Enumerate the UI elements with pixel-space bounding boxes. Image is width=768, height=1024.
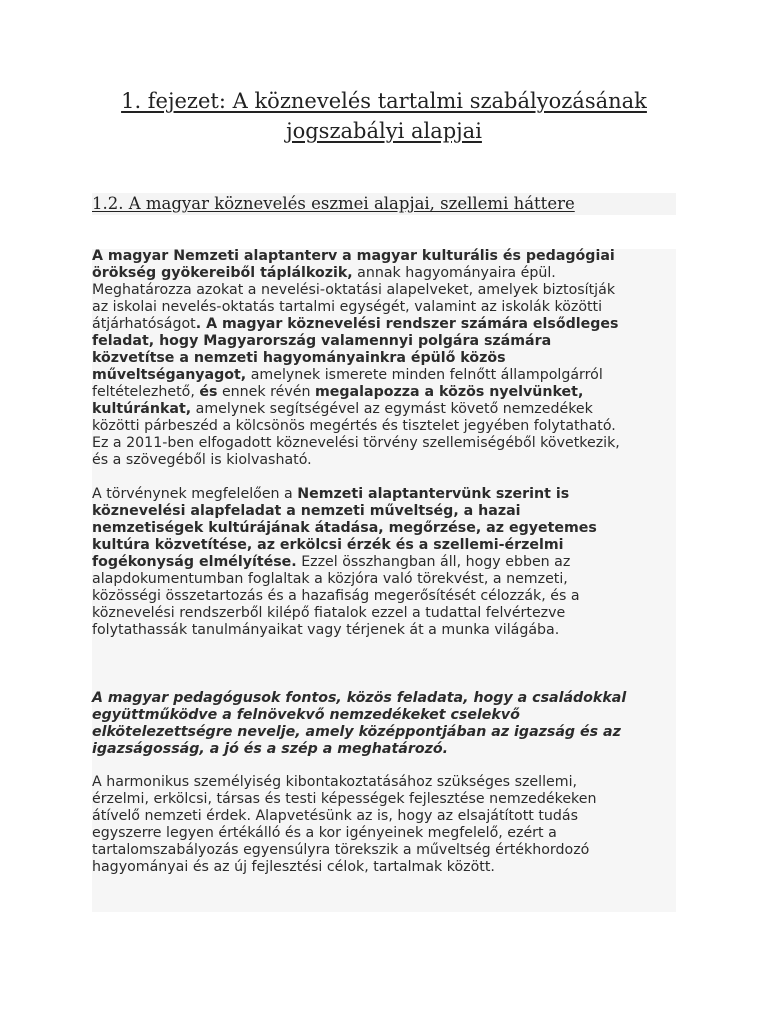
text-line: egyszerre legyen értékálló és a kor igényeinek megfelelő, ezért a xyxy=(92,825,557,841)
plain-text: amelynek ismerete minden felnőtt állampolgárról xyxy=(246,367,603,383)
text-line: folytathassák tanulmányaikat vagy térjenek át a munka világába. xyxy=(92,622,560,638)
text-line: A magyar Nemzeti alaptanterv a magyar kulturális és pedagógiai xyxy=(92,248,615,264)
text-line xyxy=(92,401,676,418)
text-line: köznevelési alapfeladat a nemzeti műveltség, a hazai xyxy=(92,503,521,519)
text-line xyxy=(92,265,676,282)
text-line: igazságosság, a jó és a szép a meghatározó. xyxy=(92,741,448,757)
bold-text: fogékonyság elmélyítése. xyxy=(92,554,297,570)
plain-text: annak hagyományaira épül. xyxy=(352,265,556,281)
text-line xyxy=(92,384,676,401)
plain-text: ennek révén xyxy=(217,384,315,400)
bold-text: kultúránkat, xyxy=(92,401,192,417)
bold-text: örökség gyökereiből táplálkozik, xyxy=(92,265,353,281)
text-line: hagyományai és az új fejlesztési célok, tartalmak között. xyxy=(92,859,495,875)
text-line: A magyar pedagógusok fontos, közös feladata, hogy a családokkal xyxy=(92,690,627,706)
text-line: együttműködve a felnövekvő nemzedékeket cselekvő xyxy=(92,707,520,723)
plain-text: amelynek segítségével az egymást követő nemzedékek xyxy=(191,401,593,417)
chapter-title-line: jogszabályi alapjai xyxy=(286,119,482,143)
text-line: közvetítse a nemzeti hagyományainkra épülő közös xyxy=(92,350,506,366)
text-line xyxy=(92,554,676,571)
bold-text: és xyxy=(199,384,218,400)
plain-text: Ezzel összhangban áll, hogy ebben az xyxy=(296,554,571,570)
text-line: az iskolai nevelés-oktatás tartalmi egységét, valamint az iskolák közötti xyxy=(92,299,603,315)
plain-text: feltételezhető, xyxy=(92,384,200,400)
plain-text: átjárhatóságot xyxy=(92,316,196,332)
bold-text: Nemzeti alaptantervünk szerint is xyxy=(297,486,570,502)
text-line: és a szövegéből is kiolvasható. xyxy=(92,452,312,468)
text-line: nemzetiségek kultúrájának átadása, megőrzése, az egyetemes xyxy=(92,520,597,536)
chapter-title-line: 1. fejezet: A köznevelés tartalmi szabályozásának xyxy=(121,89,647,113)
section-title: 1.2. A magyar köznevelés eszmei alapjai, szellemi háttere xyxy=(92,194,575,213)
text-line: Ez a 2011-ben elfogadott köznevelési törvény szellemiségéből következik, xyxy=(92,435,620,451)
plain-text: A törvénynek megfelelően a xyxy=(92,486,298,502)
text-line xyxy=(92,486,676,503)
paragraph-law-compliance xyxy=(92,486,676,639)
text-line: elkötelezettségre nevelje, amely középpontjában az igazság és az xyxy=(92,724,621,740)
bold-text: megalapozza a közös nyelvünket, xyxy=(315,384,584,400)
text-line xyxy=(92,316,676,333)
text-line: kultúra közvetítése, az erkölcsi érzék és a szellemi-érzelmi xyxy=(92,537,564,553)
bold-text: . A magyar köznevelési rendszer számára elsődleges xyxy=(195,316,619,332)
paragraph-harmonious-personality xyxy=(92,774,676,876)
chapter-title xyxy=(92,86,676,146)
text-line: alapdokumentumban foglaltak a közjóra való törekvést, a nemzeti, xyxy=(92,571,568,587)
text-line: közötti párbeszéd a kölcsönös megértés és tisztelet jegyében folytatható. xyxy=(92,418,616,434)
text-line: érzelmi, erkölcsi, társas és testi képességek fejlesztése nemzedékeken xyxy=(92,791,597,807)
text-line: A harmonikus személyiség kibontakoztatásához szükséges szellemi, xyxy=(92,774,578,790)
text-line: közösségi összetartozás és a hazafiság megerősítését célozzák, és a xyxy=(92,588,580,604)
bold-text: műveltséganyagot, xyxy=(92,367,247,383)
paragraph-national-curriculum xyxy=(92,248,676,469)
paragraph-teachers-task xyxy=(92,690,676,758)
text-line: átívelő nemzeti érdek. Alapvetésünk az is, hogy az elsajátított tudás xyxy=(92,808,578,824)
text-line: tartalomszabályozás egyensúlyra törekszik a műveltség értékhordozó xyxy=(92,842,590,858)
text-line xyxy=(92,367,676,384)
text-line: Meghatározza azokat a nevelési-oktatási alapelveket, amelyek biztosítják xyxy=(92,282,616,298)
text-line: köznevelési rendszerből kilépő fiatalok ezzel a tudattal felvértezve xyxy=(92,605,566,621)
text-line: feladat, hogy Magyarország valamennyi polgára számára xyxy=(92,333,552,349)
